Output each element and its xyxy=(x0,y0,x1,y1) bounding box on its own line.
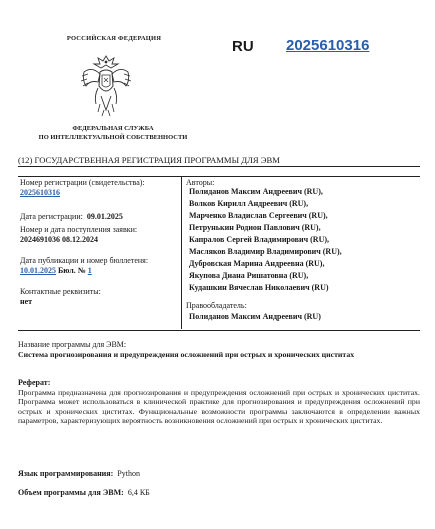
bulletin-label: Бюл. № xyxy=(58,266,86,275)
russian-coat-of-arms-icon xyxy=(78,52,134,118)
author-item: Масляков Владимир Владимирович (RU), xyxy=(189,247,342,256)
abstract-text: Программа предназначена для прогнозирования и предупреждения осложнений при острых и хронических циститах. Программа может использоваться в клинической практике для прогнозирования и предупреждения осложнений при острых и хронических циститах. Функциональные возможности программы заключаются в определении важных параметров, характеризующих вероятность возникновения осложнений при острых и хронических циститах. xyxy=(18,388,420,426)
publication-label: Дата публикации и номер бюллетеня: xyxy=(20,256,149,265)
publication-row xyxy=(20,266,178,276)
registration-date-label: Дата регистрации: xyxy=(20,212,83,221)
patent-office-name xyxy=(18,124,208,142)
size-label: Объем программы для ЭВМ: xyxy=(18,488,124,497)
service-line-2: ПО ИНТЕЛЛЕКТУАЛЬНОЙ СОБСТВЕННОСТИ xyxy=(38,134,188,141)
contact-label: Контактные реквизиты: xyxy=(20,287,101,296)
program-name-label: Название программы для ЭВМ: xyxy=(18,340,127,349)
registration-date-value: 09.01.2025 xyxy=(86,212,123,221)
size-row xyxy=(18,482,420,500)
table-top-rule xyxy=(18,176,420,177)
abstract-label: Реферат: xyxy=(18,378,51,387)
publication-date-link[interactable]: 10.01.2025 xyxy=(20,266,56,275)
author-item: Кудашкин Вячеслав Николаевич (RU) xyxy=(189,283,329,292)
registration-date-row xyxy=(20,206,178,224)
author-item: Петрунькин Родион Павлович (RU), xyxy=(189,223,321,232)
registration-number-label: Номер регистрации (свидетельства): xyxy=(20,178,145,187)
contact-value: нет xyxy=(20,297,33,306)
authors-list xyxy=(186,187,422,295)
program-name-value: Система прогнозирования и предупреждения осложнений при острых и хронических циститах xyxy=(18,350,355,359)
table-bottom-rule xyxy=(18,330,420,331)
application-label: Номер и дата поступления заявки: xyxy=(20,225,138,234)
author-item: Марченко Владислав Сергеевич (RU), xyxy=(189,211,328,220)
language-value: Python xyxy=(117,469,140,478)
rightholder-value: Полиданов Максим Андреевич (RU) xyxy=(189,312,321,321)
application-value: 2024691036 08.12.2024 xyxy=(20,235,98,244)
author-item: Якупова Диана Ришатовна (RU), xyxy=(189,271,309,280)
author-item: Волков Кирилл Андреевич (RU), xyxy=(189,199,309,208)
country-name: РОССИЙСКАЯ ФЕДЕРАЦИЯ xyxy=(66,35,162,42)
title-divider xyxy=(18,166,420,167)
country-code: RU xyxy=(232,38,254,55)
author-item: Дубровская Марина Андреевна (RU), xyxy=(189,259,325,268)
language-label: Язык программирования: xyxy=(18,469,114,478)
author-item: Полиданов Максим Андреевич (RU), xyxy=(189,187,323,196)
document-title: (12) ГОСУДАРСТВЕННАЯ РЕГИСТРАЦИЯ ПРОГРАММЫ ДЛЯ ЭВМ xyxy=(18,155,280,165)
document-number-link[interactable]: 2025610316 xyxy=(286,37,370,54)
size-value: 6,4 КБ xyxy=(127,488,150,497)
authors-label: Авторы: xyxy=(186,178,215,187)
language-row xyxy=(18,463,420,481)
bulletin-number-link[interactable]: 1 xyxy=(87,266,92,275)
service-line-1: ФЕДЕРАЛЬНАЯ СЛУЖБА xyxy=(72,125,154,132)
rightholder-label: Правообладатель: xyxy=(186,301,247,310)
registration-number-link[interactable]: 2025610316 xyxy=(20,188,60,197)
column-divider xyxy=(181,176,182,329)
author-item: Капралов Сергей Владимирович (RU), xyxy=(189,235,330,244)
